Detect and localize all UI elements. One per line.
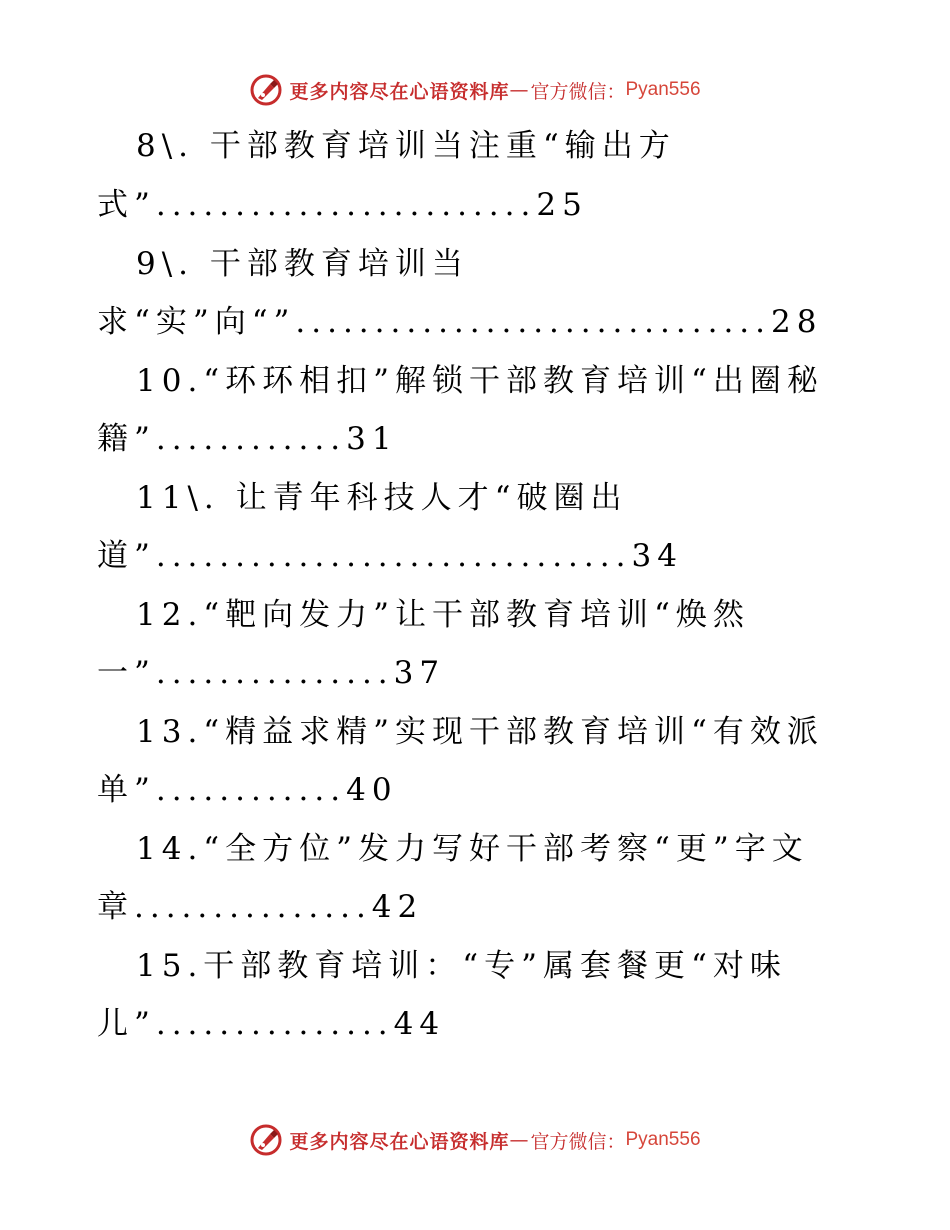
toc-entry-14-line1: 14.“全方位”发力写好干部考察“更”字文 (136, 831, 809, 867)
toc-entry-8-line1: 8\. 干部教育培训当注重“输出方 (136, 128, 676, 164)
toc-entry-15-line2: 儿”...............44 (97, 1006, 446, 1042)
footer-banner (0, 1120, 950, 1160)
banner-channel-text: 官方微信： (530, 1130, 626, 1153)
toc-entry-12-line1: 12.“靶向发力”让干部教育培训“焕然 (136, 597, 750, 633)
toc-entry-15-line1: 15.干部教育培训：“专”属套餐更“对味 (136, 948, 787, 984)
toc-entry-13-line2: 单”............40 (97, 772, 398, 808)
toc-entry-13-line1: 13.“精益求精”实现干部教育培训“有效派 (136, 714, 824, 750)
toc-entry-9-line2: 求“实”向“”..............................28 (97, 304, 823, 340)
pen-nib-logo-icon (249, 73, 283, 107)
toc-entry-8-line2: 式”........................25 (97, 187, 588, 223)
toc-entry-11-line1: 11\. 让青年科技人才“破圈出 (136, 480, 628, 516)
toc-entry-9-line1: 9\. 干部教育培训当 (136, 246, 469, 282)
toc-entry-14-line2: 章...............42 (97, 889, 424, 925)
pen-nib-logo-icon (249, 1123, 283, 1157)
banner-channel-text: 官方微信： (530, 80, 626, 103)
header-banner (0, 70, 950, 110)
toc-entry-11-line2: 道”..............................34 (97, 538, 683, 574)
banner-brand-text: 更多内容尽在心语资料库 (289, 1130, 510, 1153)
banner-wechat-id: Pyan556 (625, 79, 701, 100)
banner-brand-text: 更多内容尽在心语资料库 (289, 80, 510, 103)
toc-entry-12-line2: 一”...............37 (97, 655, 446, 691)
banner-separator: — (509, 1129, 531, 1151)
toc-entry-10-line1: 10.“环环相扣”解锁干部教育培训“出圈秘 (136, 363, 824, 399)
toc-entry-10-line2: 籍”............31 (97, 421, 398, 457)
banner-separator: — (509, 79, 531, 101)
banner-wechat-id: Pyan556 (625, 1129, 701, 1150)
